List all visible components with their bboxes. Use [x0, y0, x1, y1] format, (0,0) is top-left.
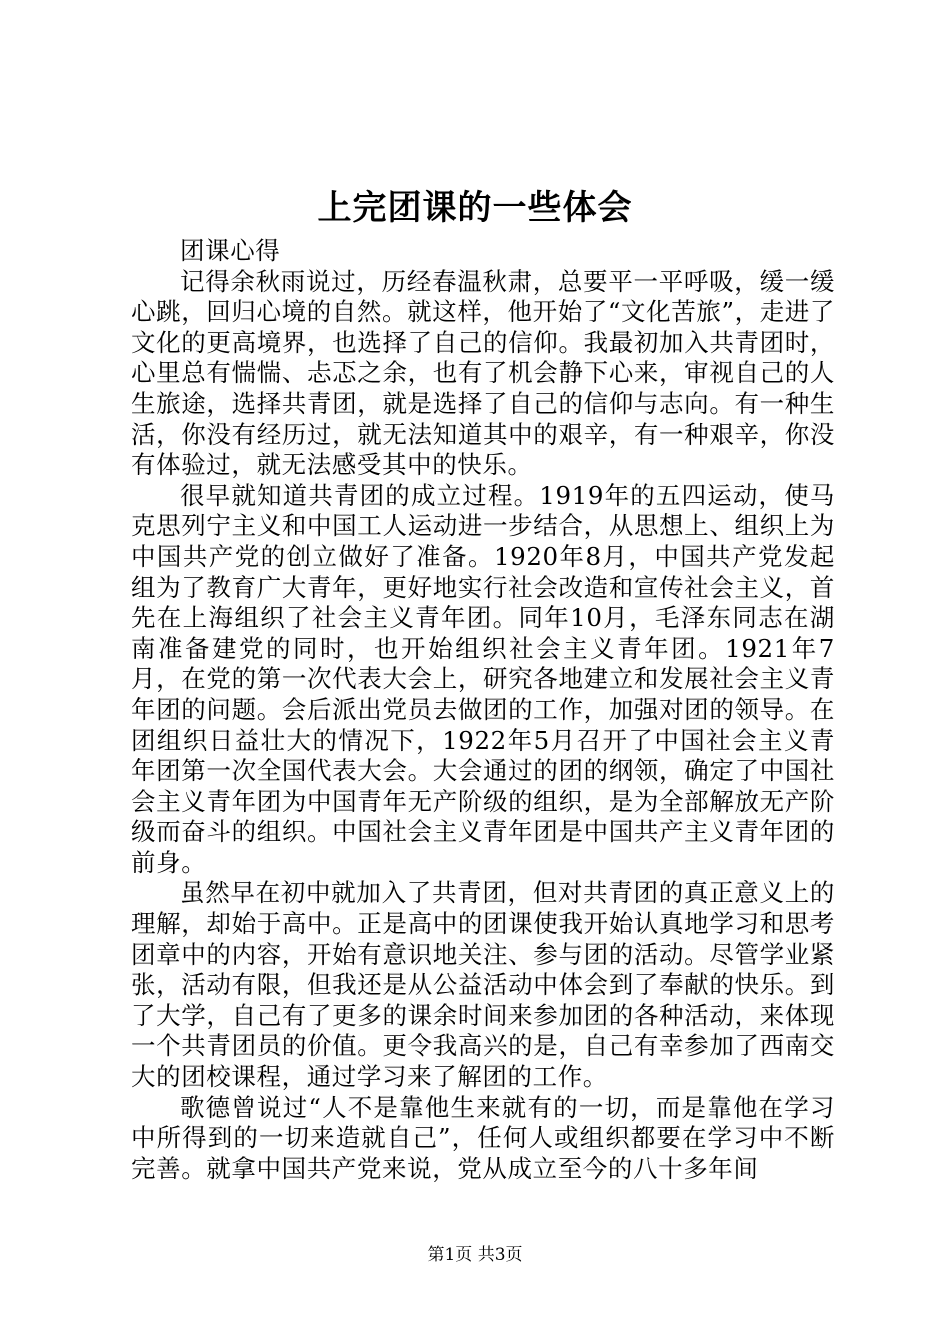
page-number-footer: 第1页 共3页 — [427, 1245, 523, 1265]
document-title: 上完团课的一些体会 — [317, 188, 633, 228]
paragraph-heading: 团课心得 — [180, 236, 281, 265]
document-body — [131, 236, 835, 1184]
paragraph-2: 很早就知道共青团的成立过程。1919年的五四运动，使马克思列宁主义和中国工人运动进一步结合，从思想上、组织上为中国共产党的创立做好了准备。1920年8月，中国共产党发起组为了教育广大青年，更好地实行社会改造和宣传社会主义，首先在上海组织了社会主义青年团。同年10月，毛泽东同志在湖南准备建党的同时，也开始组织社会主义青年团。1921年7月，在党的第一次代表大会上，研究各地建立和发展社会主义青年团的问题。会后派出党员去做团的工作，加强对团的领导。在团组织日益壮大的情况下，1922年5月召开了中国社会主义青年团第一次全国代表大会。大会通过的团的纲领，确定了中国社会主义青年团为中国青年无产阶级的组织，是为全部解放无产阶级而奋斗的组织。中国社会主义青年团是中国共产主义青年团的前身。 — [131, 480, 835, 877]
paragraph-1: 记得余秋雨说过，历经春温秋肃，总要平一平呼吸，缓一缓心跳，回归心境的自然。就这样，他开始了“文化苦旅”，走进了文化的更高境界，也选择了自己的信仰。我最初加入共青团时，心里总有惴惴、忐忑之余，也有了机会静下心来，审视自己的人生旅途，选择共青团，就是选择了自己的信仰与志向。有一种生活，你没有经历过，就无法知道其中的艰辛，有一种艰辛，你没有体验过，就无法感受其中的快乐。 — [131, 266, 835, 480]
paragraph-4: 歌德曾说过“人不是靠他生来就有的一切，而是靠他在学习中所得到的一切来造就自己”，任何人或组织都要在学习中不断完善。就拿中国共产党来说，党从成立至今的八十多年间 — [131, 1092, 835, 1183]
paragraph-3: 虽然早在初中就加入了共青团，但对共青团的真正意义上的理解，却始于高中。正是高中的团课使我开始认真地学习和思考团章中的内容，开始有意识地关注、参与团的活动。尽管学业紧张，活动有限，但我还是从公益活动中体会到了奉献的快乐。到了大学，自己有了更多的课余时间来参加团的各种活动，来体现一个共青团员的价值。更令我高兴的是，自己有幸参加了西南交大的团校课程，通过学习来了解团的工作。 — [131, 878, 835, 1092]
